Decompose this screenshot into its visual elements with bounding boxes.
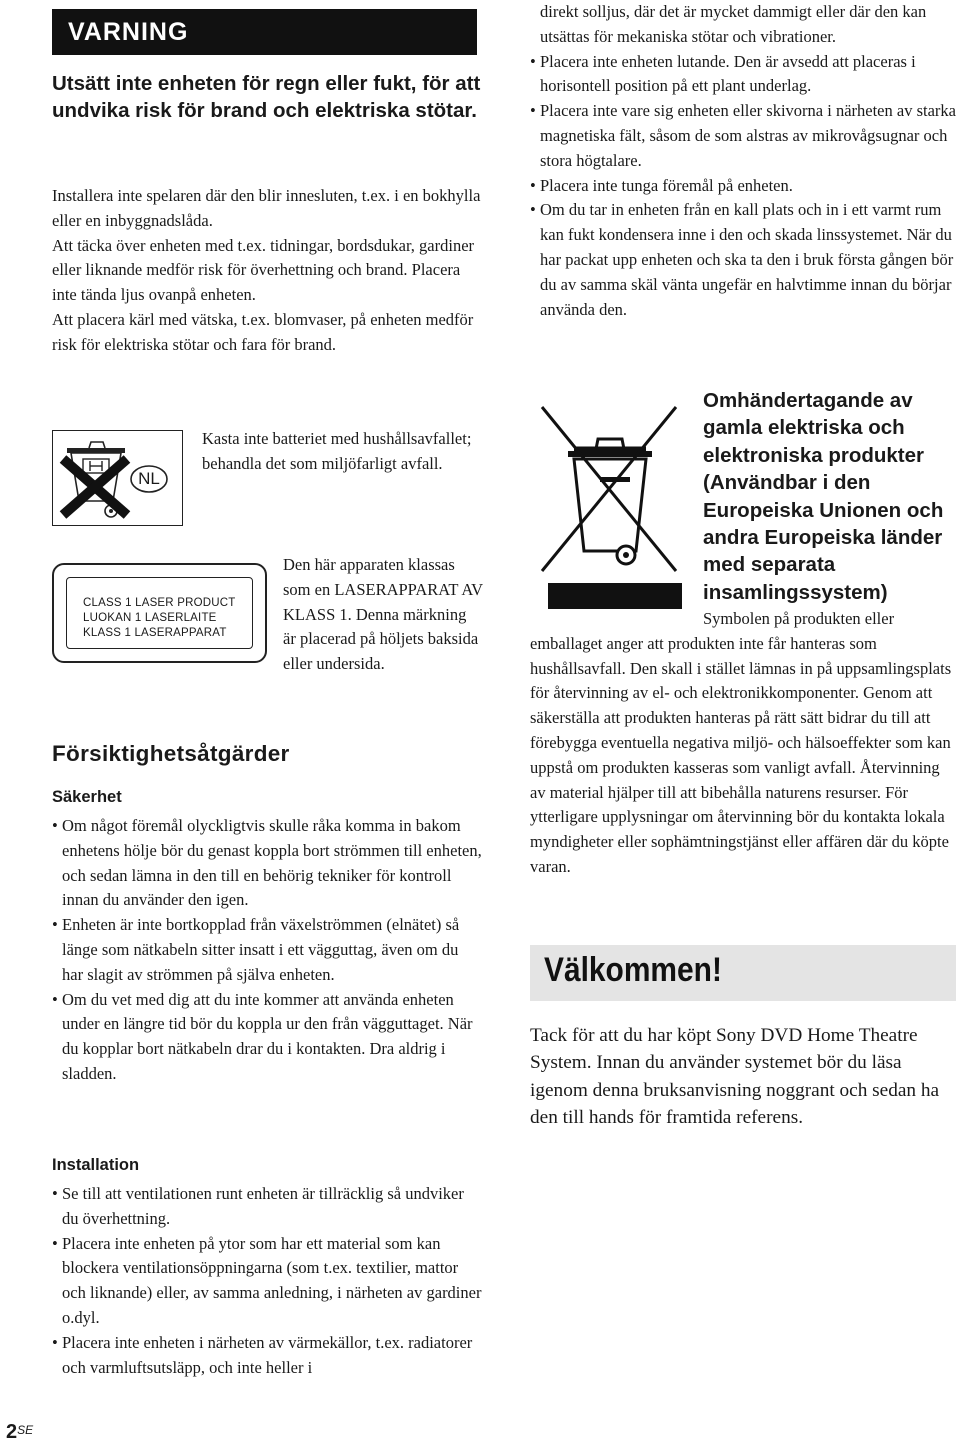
page-number-suffix: SE — [17, 1423, 34, 1437]
installation-list-continued — [530, 50, 958, 323]
warning-heading: Utsätt inte enheten för regn eller fukt, för att undvika risk för brand och elektriska stötar. — [52, 72, 481, 122]
warning-paragraph: Att placera kärl med vätska, t.ex. blomvaser, på enheten medför risk för elektriska stötar och fara för brand. — [52, 309, 474, 354]
welcome-banner — [530, 945, 956, 1001]
welcome-title: Välkommen! — [544, 951, 722, 989]
list-item: • Se till att ventilationen runt enheten är tillräcklig så undviker du överhettning. — [52, 1182, 482, 1232]
list-item: • Om du vet med dig att du inte kommer att använda enheten under en längre tid bör du koppla ur den från vägguttaget. När du kopplar bort nätkabeln drar du i kontakten. Dra aldrig i sladden. — [52, 988, 482, 1087]
list-item: • Om du tar in enheten från en kall plats och in i ett varmt rum kan fukt kondensera inne i den och skada linssystemet. När du har packat upp enheten och ska ta den i bruk första gången bör du av samma skäl vänta ungefär en halvtimme innan du börjar använda den. — [530, 198, 958, 322]
warning-paragraph: Installera inte spelaren där den blir innesluten, t.ex. i en bokhylla eller en inbyggnadslåda. — [52, 186, 481, 230]
laser-text: Den här apparaten klassas som en LASERAPPARAT AV KLASS 1. Denna märkning är placerad på höljets baksida eller undersida. — [283, 555, 483, 674]
welcome-text: Tack för att du har köpt Sony DVD Home Theatre System. Innan du använder systemet bör du läsa igenom denna bruksanvisning noggrant och sedan ha den till hands för framtida referens. — [530, 1025, 940, 1128]
laser-label-line: CLASS 1 LASER PRODUCT — [83, 597, 236, 609]
crossed-out-wheelie-bin-icon — [530, 395, 690, 613]
list-item: • Placera inte enheten lutande. Den är avsedd att placeras i horisontell position på ett plant underlag. — [530, 50, 958, 100]
battery-disposal-symbol — [52, 430, 183, 526]
list-item: • Placera inte enheten i närheten av värmekällor, t.ex. radiatorer och varmluftsutsläpp, och inte heller i — [52, 1331, 482, 1381]
installation-continued — [530, 0, 958, 322]
laser-label-lines — [83, 596, 235, 641]
installation-list — [52, 1182, 482, 1380]
list-item: • Om något föremål olyckligtvis skulle råka komma in bakom enhetens hölje bör du genast koppla bort strömmen till enheten, och sedan lämna in den till en behörig tekniker för kontroll innan du använder den igen. — [52, 814, 482, 913]
laser-class-label — [52, 563, 267, 663]
safety-list — [52, 814, 482, 1087]
precautions-title: Försiktighetsåtgärder — [52, 741, 290, 766]
battery-country-code: NL — [138, 469, 160, 488]
list-item: • Enheten är inte bortkopplad från växelströmmen (elnätet) så länge som nätkabeln sitter insatt i ett vägguttag, även om du har slagit av strömmen på själva enheten. — [52, 913, 482, 987]
warning-title: VARNING — [68, 18, 189, 46]
warning-body — [52, 184, 482, 358]
list-item: • Placera inte enheten på ytor som har ett material som kan blockera ventilationsöppningarna (som t.ex. textilier, mattor och liknande) eller, av samma anledning, i närheten av gardiner o.dyl. — [52, 1232, 482, 1331]
list-item: • Placera inte tunga föremål på enheten. — [530, 174, 958, 199]
laser-label-line: LUOKAN 1 LASERLAITE — [83, 612, 217, 624]
page-number-value: 2 — [6, 1421, 18, 1443]
warning-paragraph: Att täcka över enheten med t.ex. tidningar, bordsdukar, gardiner eller liknande medför risk för överhettning och brand. Placera inte tända ljus ovanpå enheten. — [52, 235, 475, 305]
installation-heading: Installation — [52, 1156, 140, 1174]
weee-body — [530, 607, 958, 880]
safety-heading: Säkerhet — [52, 788, 122, 806]
battery-text: Kasta inte batteriet med hushållsavfallet; behandla det som miljöfarligt avfall. — [202, 429, 472, 473]
laser-label-frame — [66, 577, 253, 649]
list-item: • Placera inte vare sig enheten eller skivorna i närheten av starka magnetiska fält, såsom de som alstras av mikrovågsugnar och stora högtalare. — [530, 99, 958, 173]
continuation-text: direkt solljus, där det är mycket dammigt eller där den kan utsättas för mekaniska stötar och vibrationer. — [540, 2, 927, 46]
page-number — [6, 1421, 33, 1444]
laser-label-line: KLASS 1 LASERAPPARAT — [83, 627, 227, 639]
warning-banner — [52, 9, 477, 55]
weee-heading: Omhändertagande av gamla elektriska och elektroniska produkter (Användbar i den Europeiska Unionen och andra Europeiska länder med separata insamlingssystem) — [703, 389, 944, 604]
weee-paragraph: Symbolen på produkten eller emballaget anger att produkten inte får hanteras som hushållsavfall. Den skall i stället lämnas in på uppsamlingsplats för återvinning av el- och elektronikkomponenter. Genom att säkerställa att produkten hanteras på rätt sätt bidrar du till att förebygga eventuella negativa miljö- och hälsoeffekter som kan uppstå om produkten kasseras som vanligt avfall. Återvinning av material hjälper till att bibehålla naturens resurser. För ytterligare upplysningar om återvinning bör du kontakta lokala myndigheter eller sophämtningstjänst eller affären där du köpte varan. — [530, 609, 952, 876]
